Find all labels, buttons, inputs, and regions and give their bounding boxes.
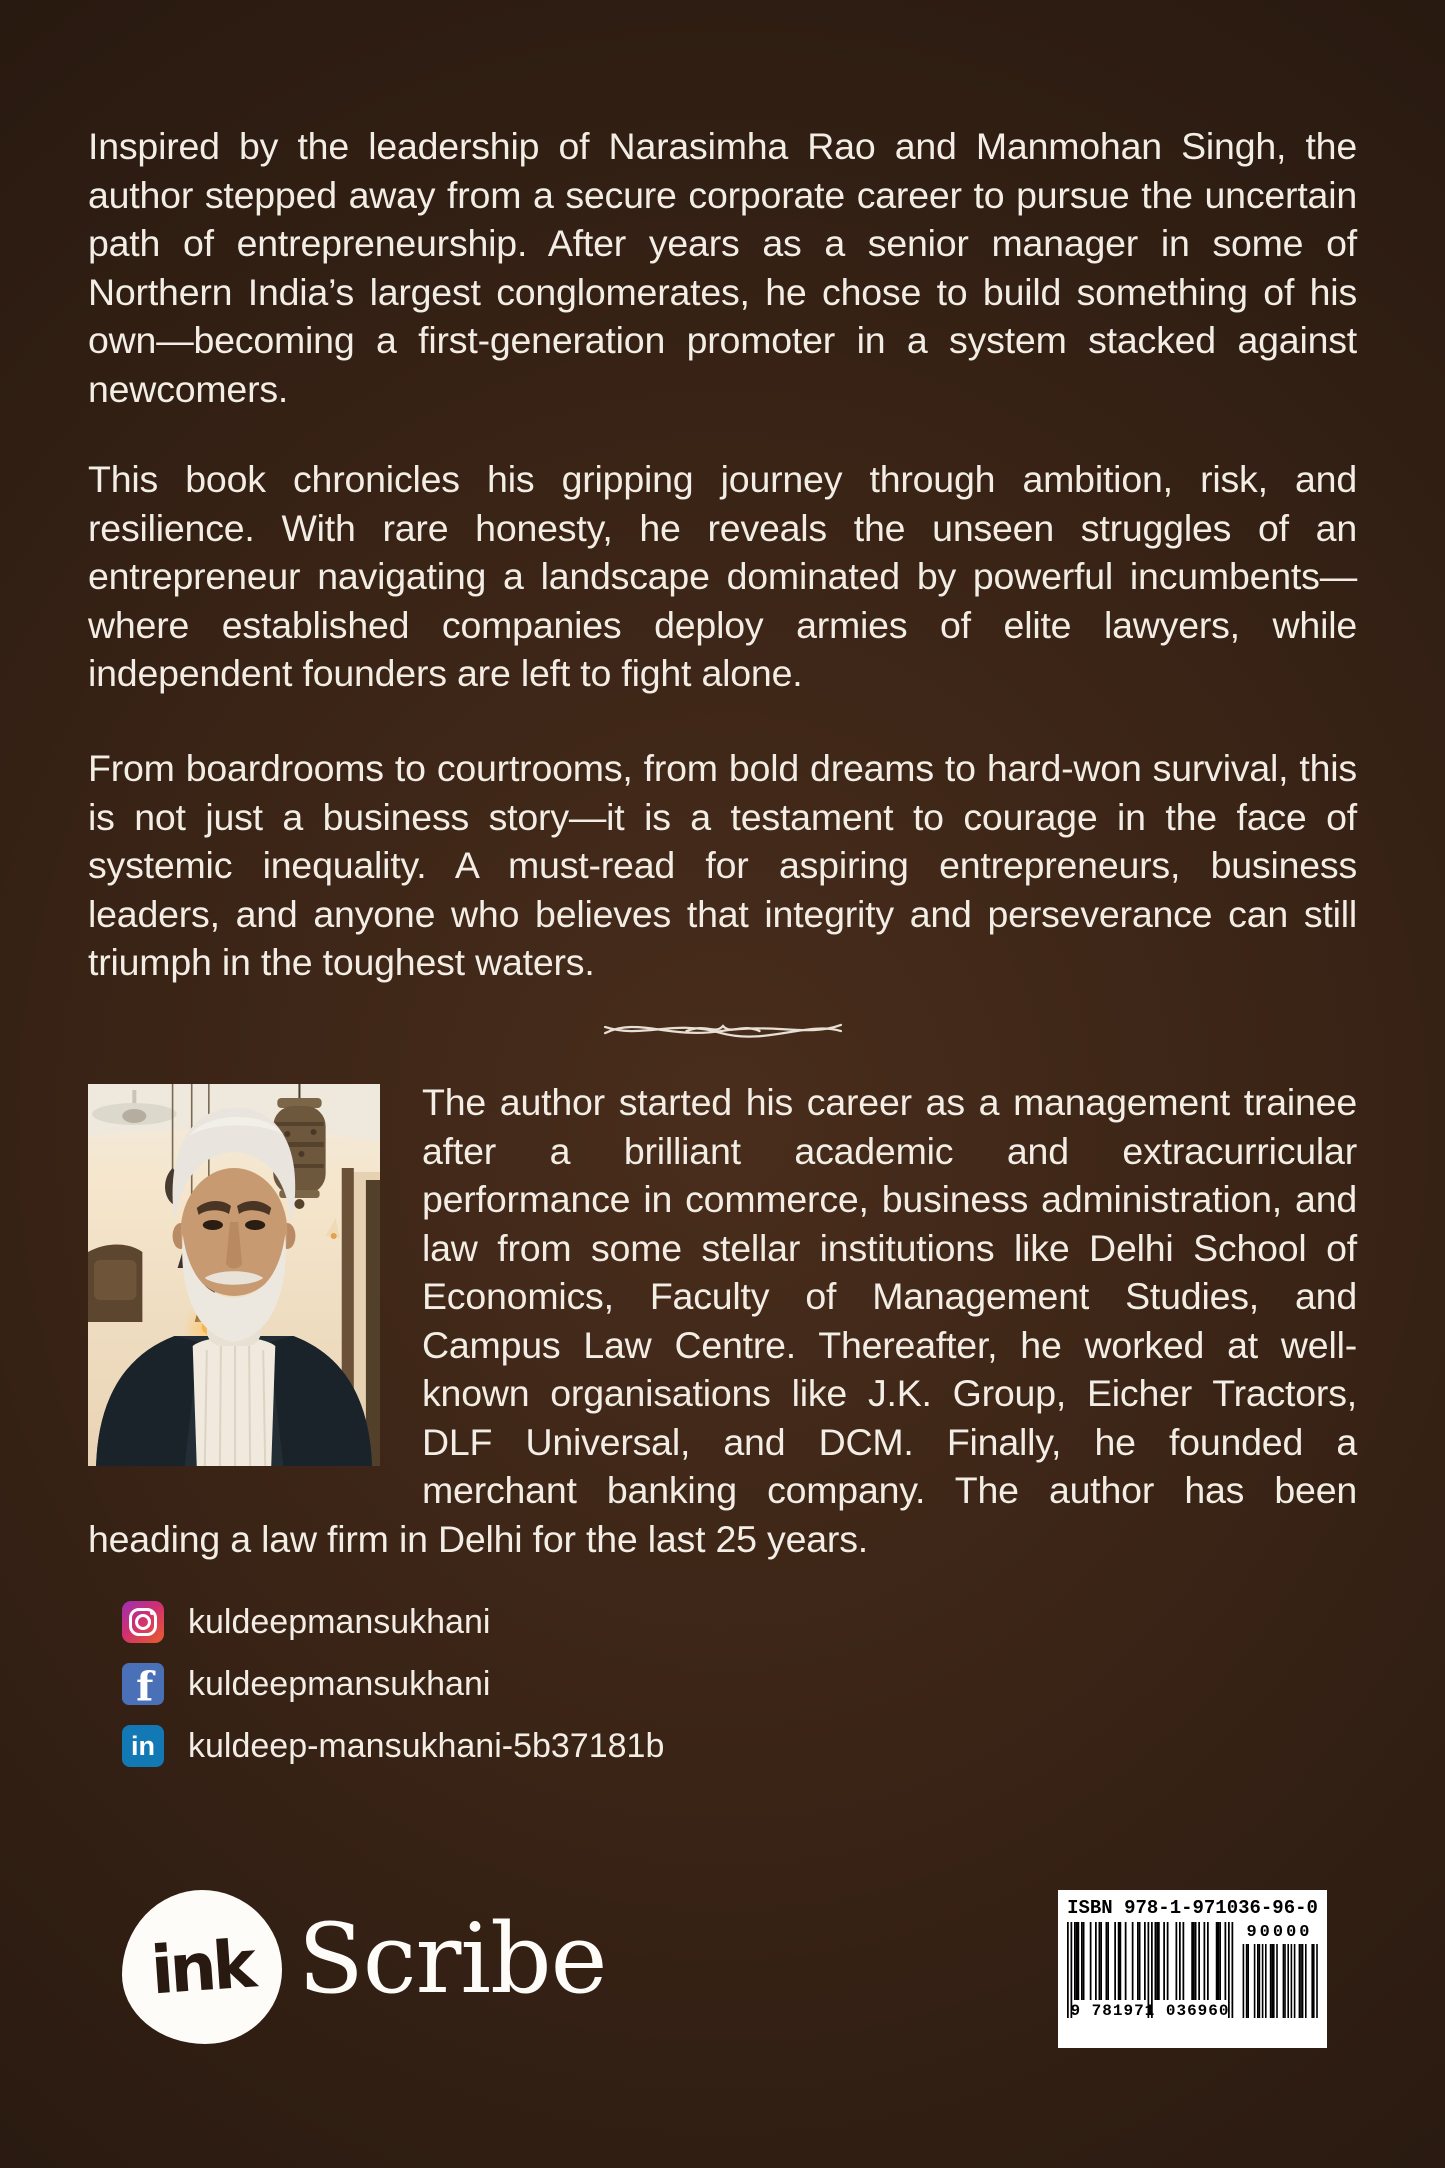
linkedin-handle: kuldeep-mansukhani-5b37181b [188, 1726, 665, 1765]
ink-logo-mark [122, 1890, 282, 2044]
instagram-row [122, 1601, 664, 1643]
instagram-icon [122, 1601, 164, 1643]
synopsis-paragraph-2: This book chronicles his gripping journey through ambition, risk, and resilience. With rare honesty, he reveals the unseen struggles of an entrepreneur navigating a landscape dominated by powerful incumbents—where established companies deploy armies of elite lawyers, while independent founders are left to fight alone. [88, 458, 1357, 694]
author-photo [88, 1084, 380, 1466]
publisher-name: Scribe [298, 1903, 607, 2015]
facebook-handle: kuldeepmansukhani [188, 1664, 491, 1703]
synopsis-paragraph-1: Inspired by the leadership of Narasimha Rao and Manmohan Singh, the author stepped away from a secure corporate career to pursue the uncertain path of entrepreneurship. After years as a senior manager in some of Northern India’s largest conglomerates, he chose to build something of his own—becoming a first-generation promoter in a system stacked against newcomers. [88, 125, 1357, 410]
publisher-logo [122, 1890, 606, 2044]
synopsis-paragraph-3: From boardrooms to courtrooms, from bold dreams to hard-won survival, this is not just a business story—it is a testament to courage in the face of systemic inequality. A must-read for aspiring entrepreneurs, business leaders, and anyone who believes that integrity and perseverance can still triumph in the toughest waters. [88, 747, 1357, 983]
isbn-text: ISBN 978-1-971036-96-0 [1067, 1897, 1318, 1919]
facebook-icon: f [122, 1663, 164, 1705]
linkedin-row [122, 1725, 664, 1767]
decorative-flourish-divider [601, 1010, 845, 1046]
social-links [122, 1601, 664, 1767]
barcode-digits: 9 781971 036960 [1070, 2002, 1230, 2020]
author-bio-text: The author started his career as a management trainee after a brilliant academic and extracurricular performance in commerce, business administration, and law from some stellar institutions like Delhi School of Economics, Faculty of Management Studies, and Campus Law Centre. Thereafter, he worked at well-known organisations like J.K. Group, Eicher Tractors, DLF Universal, and DCM. Finally, he founded a merchant banking company. The author has been heading a law firm in Delhi for the last 25 years. [88, 1081, 1357, 1560]
price-code: 90000 [1246, 1923, 1313, 1942]
ean13-bars [1067, 1922, 1233, 2022]
linkedin-icon: in [122, 1725, 164, 1767]
isbn-barcode [1058, 1890, 1327, 2048]
ink-logo-text: ink [148, 1925, 256, 2009]
instagram-handle: kuldeepmansukhani [188, 1602, 491, 1641]
author-bio-section [88, 1078, 1357, 1563]
ean5-supplement [1241, 1922, 1318, 2022]
facebook-row [122, 1663, 664, 1705]
